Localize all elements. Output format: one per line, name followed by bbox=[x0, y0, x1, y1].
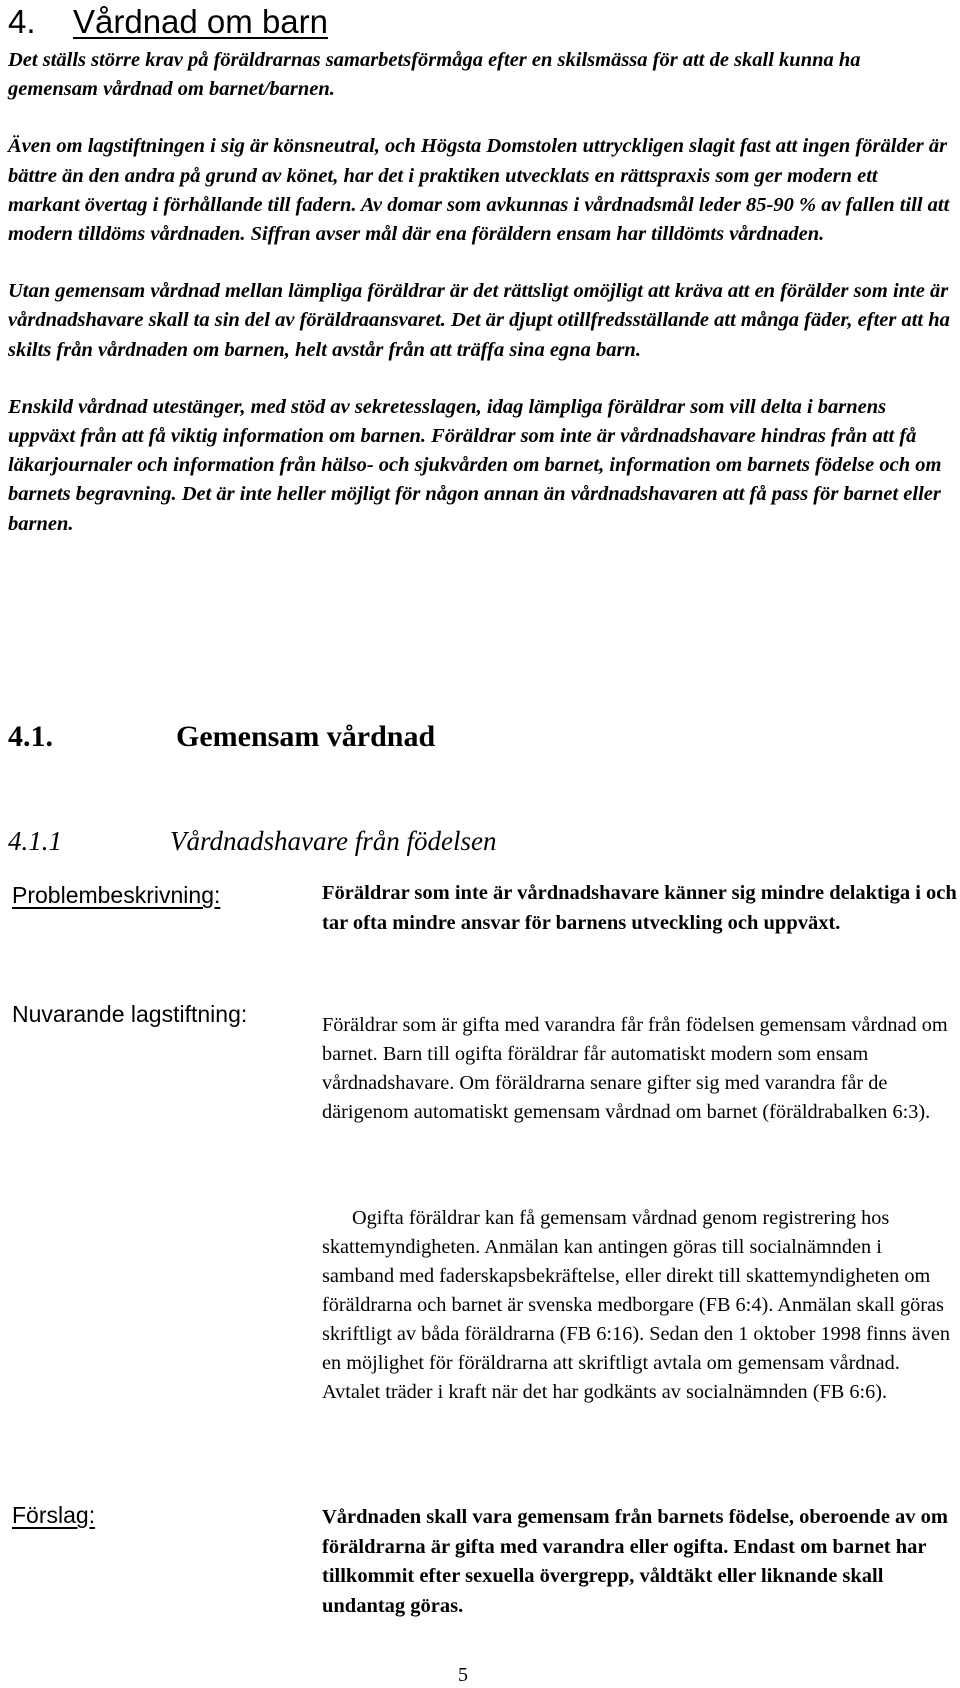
section-4-paragraph-2: Utan gemensam vårdnad mellan lämpliga föräldrar är det rättsligt omöjligt att kräva att en förälder som inte är vårdnadshavare skall ta sin del av föräldraansvaret. Det är djupt otillfredsställande att många fäder, efter att ha skilts från vårdnaden om barnen, helt avstår från att träffa sina egna barn. bbox=[8, 280, 950, 361]
current-law-text-1: Föräldrar som är gifta med varandra får från födelsen gemensam vårdnad om barnet. Barn till ogifta föräldrar får automatiskt modern som ensam vårdnadshavare. Om föräldrarna senare gifter sig med varandra får de därigenom automatiskt gemensam vårdnad om barnet (föräldrabalken 6:3). bbox=[322, 1014, 948, 1123]
section-4-number: 4. bbox=[8, 3, 36, 40]
section-4-1-title: Gemensam vårdnad bbox=[176, 720, 436, 753]
proposal-text: Vårdnaden skall vara gemensam från barnets födelse, oberoende av om föräldrarna är gifta med varandra eller ogifta. Endast om barnet har tillkommit efter sexuella övergrepp, våldtäkt eller liknande skall undantag göras. bbox=[322, 1506, 948, 1617]
current-law-text-2: Ogifta föräldrar kan få gemensam vårdnad genom registrering hos skattemyndigheten. Anmälan kan antingen göras till socialnämnden i samband med faderskapsbekräftelse, eller direkt till skattemyndigheten om föräldrarna och barnet är svenska medborgare (FB 6:4). Anmälan skall göras skriftligt av båda föräldrarna (FB 6:16). Sedan den 1 oktober 1998 finns även en möjlighet för föräldrarna att skriftligt avtala om gemensam vårdnad. Avtalet träder i kraft när det har godkänts av socialnämnden (FB 6:6). bbox=[322, 1207, 950, 1403]
section-4-1-1-heading bbox=[8, 826, 496, 857]
section-4-1-1-number: 4.1.1 bbox=[8, 826, 62, 856]
section-4-1-1-title: Vårdnadshavare från födelsen bbox=[170, 826, 497, 856]
current-law-label: Nuvarande lagstiftning: bbox=[12, 1001, 248, 1027]
section-4-title: Vårdnad om barn bbox=[73, 3, 328, 40]
section-4-heading bbox=[8, 0, 953, 44]
section-4 bbox=[8, 0, 953, 539]
problem-text: Föräldrar som inte är vårdnadshavare känner sig mindre delaktiga i och tar ofta mindre ansvar för barnens utveckling och uppväxt. bbox=[322, 882, 957, 934]
problem-label: Problembeskrivning: bbox=[12, 882, 221, 908]
section-4-paragraph-3: Enskild vårdnad utestänger, med stöd av sekretesslagen, idag lämpliga föräldrar som vill delta i barnens uppväxt från att få viktig information om barnen. Föräldrar som inte är vårdnadshavare hindras från att få läkarjournaler och information från hälso- och sjukvården om barnet, information om barnets födelse och om barnets begravning. Det är inte heller möjligt för någon annan än vårdnadshavaren att få pass för barnet eller barnen. bbox=[8, 395, 942, 535]
page-number: 5 bbox=[458, 1664, 468, 1686]
section-4-lead: Det ställs större krav på föräldrarnas samarbetsförmåga efter en skilsmässa för att de skall kunna ha gemensam vårdnad om barnet/barnen. bbox=[8, 49, 861, 101]
section-4-1-heading bbox=[8, 720, 435, 754]
proposal-label: Förslag: bbox=[12, 1502, 96, 1528]
section-4-paragraph-1: Även om lagstiftningen i sig är könsneutral, och Högsta Domstolen uttryckligen slagit fast att ingen förälder är bättre än den andra på grund av könet, har det i praktiken utvecklats en rättspraxis som ger modern ett markant övertag i förhållande till fadern. Av domar som avkunnas i vårdnadsmål leder 85-90 % av fallen till att modern tilldöms vårdnaden. Siffran avser mål där ena föräldern ensam har tilldömts vårdnaden. bbox=[8, 135, 950, 246]
section-4-1-number: 4.1. bbox=[8, 720, 53, 753]
